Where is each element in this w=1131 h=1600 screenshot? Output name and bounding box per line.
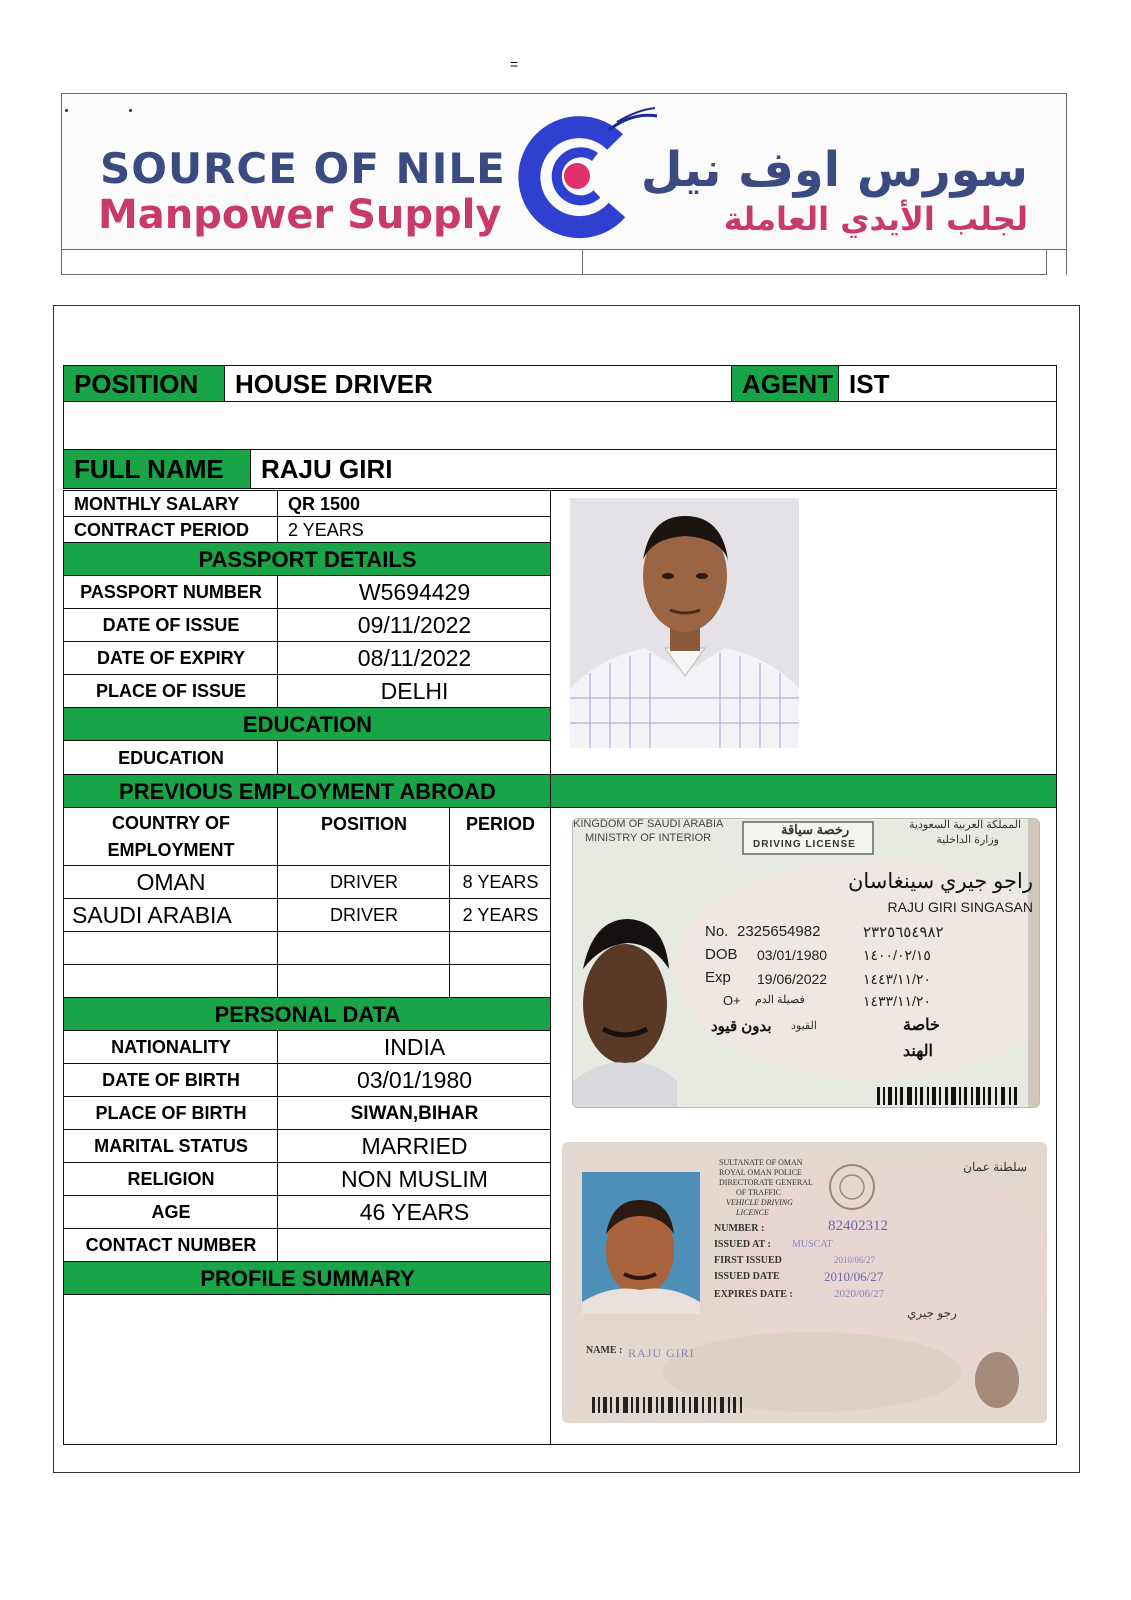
passport-number-value: W5694429 [277, 575, 552, 610]
date-of-issue-label: DATE OF ISSUE [63, 608, 279, 643]
oman-expires-label: EXPIRES DATE : [714, 1289, 793, 1300]
employment-title-fill [550, 774, 1057, 809]
oman-name-label: NAME : [586, 1345, 623, 1356]
employment-col-country [63, 807, 279, 867]
oman-line1: SULTANATE OF OMAN [719, 1158, 803, 1167]
saudi-driving-license [572, 818, 1040, 1108]
monthly-salary-label: MONTHLY SALARY [63, 490, 279, 518]
date-of-issue-value: 09/11/2022 [277, 608, 552, 643]
saudi-class-ar: خاصة [903, 1017, 940, 1034]
saudi-exp-ar: ١٤٤٣/١١/٢٠ [863, 971, 931, 987]
employment-row-2-position: DRIVER [277, 898, 451, 933]
personal-section-title: PERSONAL DATA [63, 997, 552, 1032]
oman-line4: OF TRAFFIC [736, 1188, 781, 1197]
company-name-en: SOURCE OF NILE [100, 144, 506, 193]
oman-line3: DIRECTORATE GENERAL [719, 1178, 813, 1187]
saudi-name-en: RAJU GIRI SINGASAN [887, 899, 1033, 915]
saudi-issue-ar: ١٤٣٣/١١/٢٠ [863, 993, 931, 1009]
employment-row-3-position [277, 931, 451, 966]
saudi-license-type-ar: رخصة سياقة [781, 822, 850, 837]
oman-first-issued-value: 2010/06/27 [834, 1255, 876, 1265]
passport-number-label: PASSPORT NUMBER [63, 575, 279, 610]
oman-title-ar: سلطنة عمان [963, 1160, 1027, 1174]
age-label: AGE [63, 1195, 279, 1230]
age-value: 46 YEARS [277, 1195, 552, 1230]
profile-summary-text [63, 1294, 552, 1445]
employment-row-4-position [277, 964, 451, 999]
passport-section-title: PASSPORT DETAILS [63, 542, 552, 577]
oman-issued-date-label: ISSUED DATE [714, 1271, 780, 1282]
oman-line6: LICENCE [736, 1208, 769, 1217]
oman-name-value: RAJU GIRI [628, 1346, 695, 1360]
date-of-birth-label: DATE OF BIRTH [63, 1063, 279, 1098]
employment-section-title: PREVIOUS EMPLOYMENT ABROAD [63, 774, 552, 809]
employment-row-1-position: DRIVER [277, 865, 451, 900]
saudi-no-ar: ٢٣٢٥٦٥٤٩٨٢ [863, 924, 944, 941]
contact-number-label: CONTACT NUMBER [63, 1228, 279, 1263]
employment-row-4-period [449, 964, 552, 999]
full-name-label: FULL NAME [63, 449, 252, 489]
employment-row-3-country [63, 931, 279, 966]
oman-name-ar: رجو جيري [907, 1306, 957, 1320]
saudi-restrictions-ar: بدون قيود [711, 1018, 772, 1035]
oman-line2: ROYAL OMAN POLICE [719, 1168, 802, 1177]
religion-label: RELIGION [63, 1162, 279, 1197]
candidate-photo [570, 498, 799, 748]
employment-row-3-period [449, 931, 552, 966]
oman-line5: VEHICLE DRIVING [726, 1198, 793, 1207]
place-of-issue-value: DELHI [277, 674, 552, 709]
oman-driving-licence [562, 1142, 1047, 1423]
contact-number-value [277, 1228, 552, 1263]
agent-value: IST [838, 365, 1057, 403]
profile-summary-title: PROFILE SUMMARY [63, 1261, 552, 1296]
saudi-no-value: 2325654982 [737, 923, 821, 940]
top-mark: = [510, 56, 519, 72]
contract-period-value: 2 YEARS [277, 516, 552, 544]
employment-row-4-country [63, 964, 279, 999]
saudi-dob-value: 03/01/1980 [757, 947, 828, 963]
agent-label: AGENT [731, 365, 840, 403]
nationality-value: INDIA [277, 1030, 552, 1065]
employment-row-2-country: SAUDI ARABIA [63, 898, 279, 933]
saudi-kingdom: KINGDOM OF SAUDI ARABIA [573, 818, 724, 830]
letterhead-footer-row [61, 250, 1047, 275]
saudi-license-type-en: DRIVING LICENSE [753, 839, 856, 850]
oman-expires-value: 2020/06/27 [834, 1288, 885, 1300]
employment-row-1-period: 8 YEARS [449, 865, 552, 900]
col-country-line2: EMPLOYMENT [107, 840, 235, 860]
date-of-expiry-label: DATE OF EXPIRY [63, 641, 279, 676]
full-name-value: RAJU GIRI [250, 449, 1057, 489]
saudi-name-ar: راجو جيري سينغاسان [847, 870, 1033, 893]
oman-number-value: 82402312 [828, 1218, 888, 1234]
saudi-dob-ar: ١٤٠٠/٠٢/١٥ [863, 947, 931, 963]
employment-col-period: PERIOD [449, 807, 552, 867]
saudi-blood: O+ [723, 993, 741, 1008]
contract-period-label: CONTRACT PERIOD [63, 516, 279, 544]
education-value [277, 740, 552, 776]
monthly-salary-value: QR 1500 [277, 490, 552, 518]
position-label: POSITION [63, 365, 226, 403]
company-tagline-en: Manpower Supply [98, 192, 502, 238]
employment-col-position: POSITION [277, 807, 451, 867]
marital-status-value: MARRIED [277, 1129, 552, 1164]
marital-status-label: MARITAL STATUS [63, 1129, 279, 1164]
saudi-ministry-ar: وزارة الداخلية [936, 834, 999, 846]
education-label: EDUCATION [63, 740, 279, 776]
saudi-ministry: MINISTRY OF INTERIOR [585, 832, 712, 844]
saudi-restrictions-label-ar: القيود [791, 1020, 817, 1032]
education-section-title: EDUCATION [63, 707, 552, 742]
col-country-line1: COUNTRY OF [111, 813, 230, 833]
saudi-nationality-ar: الهند [903, 1043, 933, 1060]
place-of-issue-label: PLACE OF ISSUE [63, 674, 279, 709]
saudi-dob-label: DOB [705, 946, 738, 963]
saudi-exp-label: Exp [705, 969, 731, 986]
oman-number-label: NUMBER : [714, 1223, 765, 1234]
employment-row-2-period: 2 YEARS [449, 898, 552, 933]
oman-first-issued-label: FIRST ISSUED [714, 1255, 782, 1266]
employment-row-1-country: OMAN [63, 865, 279, 900]
date-of-birth-value: 03/01/1980 [277, 1063, 552, 1098]
oman-issued-at-value: MUSCAT [792, 1239, 833, 1250]
letterhead [61, 93, 1067, 250]
religion-value: NON MUSLIM [277, 1162, 552, 1197]
nationality-label: NATIONALITY [63, 1030, 279, 1065]
company-name-ar: سورس اوف نيل [640, 142, 1028, 198]
saudi-no-label: No. [705, 923, 729, 940]
company-tagline-ar: لجلب الأيدي العاملة [723, 200, 1028, 238]
oman-issued-at-label: ISSUED AT : [714, 1239, 771, 1250]
saudi-kingdom-ar: المملكة العربية السعودية [909, 819, 1021, 831]
place-of-birth-value: SIWAN,BIHAR [277, 1096, 552, 1131]
position-value: HOUSE DRIVER [224, 365, 733, 403]
saudi-exp-value: 19/06/2022 [757, 971, 828, 987]
saudi-blood-ar: فصيلة الدم [755, 994, 805, 1006]
spacer-row [63, 401, 1057, 451]
date-of-expiry-value: 08/11/2022 [277, 641, 552, 676]
oman-issued-date-value: 2010/06/27 [824, 1269, 884, 1284]
place-of-birth-label: PLACE OF BIRTH [63, 1096, 279, 1131]
